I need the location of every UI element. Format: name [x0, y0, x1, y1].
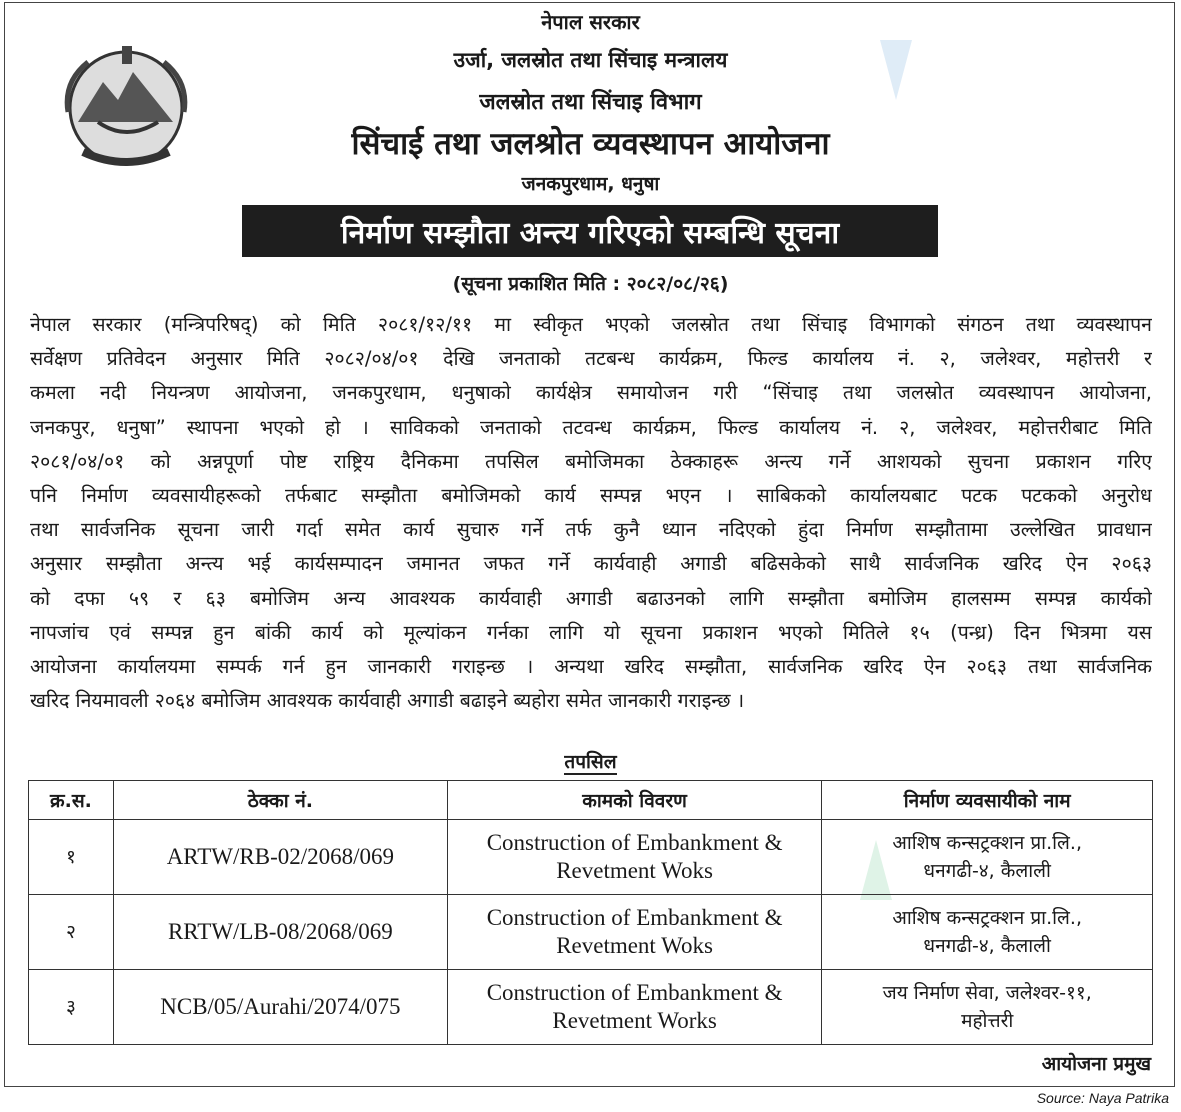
cell-contractor	[822, 895, 1153, 970]
description-line: Construction of Embankment &	[486, 980, 783, 1005]
department-name: जलस्रोत तथा सिंचाइ विभाग	[479, 90, 702, 115]
published-date: (सूचना प्रकाशित मिति : २०८२/०८/२६)	[452, 273, 729, 295]
notice-body	[30, 308, 1152, 718]
cell-description	[447, 895, 822, 970]
body-line: पनि निर्माण व्यवसायीहरूको तर्फबाट सम्झौता बमोजिमको कार्य सम्पन्न भएन । साबिकको कार्यालयबाट पटक पटकको अनुरोध	[30, 483, 1152, 507]
contractor-line: जय निर्माण सेवा, जलेश्वर-११,	[882, 982, 1092, 1004]
contractor-line: महोत्तरी	[961, 1010, 1014, 1032]
schedule-heading-wrap	[0, 748, 1181, 774]
contractor-line: आशिष कन्सट्रक्शन प्रा.लि.,	[892, 907, 1083, 929]
signatory-title: आयोजना प्रमुख	[1041, 1053, 1151, 1075]
contracts-table	[28, 780, 1153, 1045]
cell-sn: २	[29, 895, 114, 970]
description-line: Revetment Works	[552, 1008, 717, 1033]
column-header-contractor: निर्माण व्यवसायीको नाम	[822, 781, 1153, 820]
schedule-heading: तपसिल	[564, 751, 617, 773]
table-row	[29, 895, 1153, 970]
notice-title: निर्माण सम्झौता अन्त्य गरिएको सम्बन्धि सूचना	[242, 205, 938, 257]
cell-contract: NCB/05/Aurahi/2074/075	[113, 970, 447, 1045]
table-row	[29, 970, 1153, 1045]
contractor-line: धनगढी-४, कैलाली	[923, 860, 1051, 882]
description-line: Construction of Embankment &	[486, 905, 783, 930]
body-line: नेपाल सरकार (मन्त्रिपरिषद्) को मिति २०८१/१२/११ मा स्वीकृत भएको जलस्रोत तथा सिंचाइ विभागको संगठन तथा व्यवस्थापन	[30, 313, 1152, 336]
source-credit: Source: Naya Patrika	[1036, 1090, 1169, 1106]
description-line: Revetment Woks	[556, 933, 713, 958]
cell-sn: ३	[29, 970, 114, 1045]
body-line: अनुसार सम्झौता अन्त्य भई कार्यसम्पादन जमानत जफत गर्ने कार्यवाही अगाडी बढिसकेको साथै सार्वजनिक खरिद ऐन २०६३	[30, 552, 1152, 576]
cell-contractor	[822, 820, 1153, 895]
cell-contract: RRTW/LB-08/2068/069	[113, 895, 447, 970]
cell-contractor	[822, 970, 1153, 1045]
description-line: Construction of Embankment &	[486, 830, 783, 855]
table-header-row	[29, 781, 1153, 820]
cell-contract: ARTW/RB-02/2068/069	[113, 820, 447, 895]
body-line: को दफा ५९ र ६३ बमोजिम अन्य आवश्यक कार्यवाही अगाडी बढाउनको लागि सम्झौता बमोजिम हालसम्म सम्पन्न कार्यको	[30, 586, 1152, 610]
body-line: २०८१/०४/०१ को अन्नपूर्णा पोष्ट राष्ट्रिय दैनिकमा तपसिल बमोजिमका ठेक्काहरू अन्त्य गर्ने आशयको सुचना प्रकाशन गरिए	[30, 449, 1152, 473]
table-row	[29, 820, 1153, 895]
contractor-line: धनगढी-४, कैलाली	[923, 935, 1051, 957]
body-line: सर्वेक्षण प्रतिवेदन अनुसार मिति २०८२/०४/०१ देखि जनताको तटबन्ध कार्यक्रम, फिल्ड कार्यालय नं. २, जलेश्वर, महोत्तरी र	[30, 347, 1152, 371]
contractor-line: आशिष कन्सट्रक्शन प्रा.लि.,	[892, 832, 1083, 854]
project-name: सिंचाई तथा जलश्रोत व्यवस्थापन आयोजना	[351, 126, 830, 162]
body-line: आयोजना कार्यालयमा सम्पर्क गर्न हुन जानकारी गराइन्छ । अन्यथा खरिद सम्झौता, सार्वजनिक खरिद ऐन २०६३ तथा सार्वजनिक	[30, 654, 1152, 678]
body-line: तथा सार्वजनिक सूचना जारी गर्दा समेत कार्य सुचारु गर्ने तर्फ कुनै ध्यान नदिएको हुंदा निर्माण सम्झौतामा उल्लेखित प्रावधान	[30, 518, 1152, 542]
ministry-name: उर्जा, जलस्रोत तथा सिंचाइ मन्त्रालय	[453, 48, 728, 72]
cell-sn: १	[29, 820, 114, 895]
body-line: नापजांच एवं सम्पन्न हुन बांकी कार्य को मूल्यांकन गर्नका लागि यो सूचना प्रकाशन भएको मितिले १५ (पन्ध्र) दिन भित्रमा यस	[30, 620, 1152, 644]
project-location: जनकपुरधाम, धनुषा	[521, 173, 660, 195]
cell-description	[447, 970, 822, 1045]
body-line: कमला नदी नियन्त्रण आयोजना, जनकपुरधाम, धनुषाको कार्यक्षेत्र समायोजन गरी “सिंचाइ तथा जलस्रोत व्यवस्थापन आयोजना,	[30, 381, 1152, 405]
column-header-sn: क्र.स.	[29, 781, 114, 820]
column-header-description: कामको विवरण	[447, 781, 822, 820]
government-name: नेपाल सरकार	[541, 10, 640, 34]
body-line: खरिद नियमावली २०६४ बमोजिम आवश्यक कार्यवाही अगाडी बढाइने ब्यहोरा समेत जानकारी गराइन्छ ।	[30, 689, 745, 713]
cell-description	[447, 820, 822, 895]
description-line: Revetment Woks	[556, 858, 713, 883]
body-line: जनकपुर, धनुषा” स्थापना भएको हो । साविकको जनताको तटवन्ध कार्यक्रम, फिल्ड कार्यालय नं. २, जलेश्वर, महोत्तरीबाट मिति	[30, 415, 1152, 439]
column-header-contract: ठेक्का नं.	[113, 781, 447, 820]
